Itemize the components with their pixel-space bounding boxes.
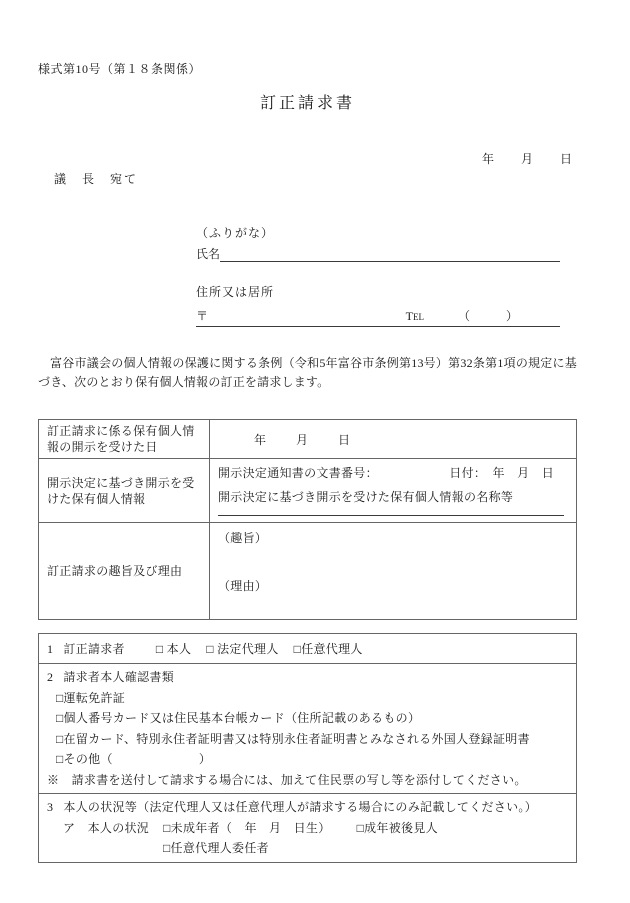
disclosed-info-name-caption: 開示決定に基づき開示を受けた保有個人情報の名称等 <box>218 490 514 504</box>
disclosed-info-fill-line[interactable] <box>218 505 564 516</box>
requester-type-label: 訂正請求者 <box>63 642 125 656</box>
intro-paragraph: 富谷市議会の個人情報の保護に関する条例（令和5年富谷市条例第13号）第32条第1項の規定に基づき、次のとおり保有個人情報の訂正を請求します。 <box>38 356 577 389</box>
tel-label: TEL <box>405 309 424 323</box>
table-row <box>39 794 577 863</box>
reason-label: （理由） <box>218 579 268 593</box>
item-number: 2 <box>47 670 54 684</box>
checkbox-voluntary-agent[interactable]: □任意代理人 <box>293 642 363 656</box>
identity-documents-heading <box>47 667 568 688</box>
identity-documents-cell <box>39 664 577 794</box>
principal-status-heading <box>47 797 568 818</box>
form-number: 様式第10号（第１８条関係） <box>38 62 202 76</box>
postal-mark-icon: 〒 <box>196 309 209 323</box>
table-row <box>39 420 577 459</box>
item-number: 3 <box>47 800 54 814</box>
principal-status-line1 <box>47 818 568 839</box>
row-header-purpose-reason: 訂正請求の趣旨及び理由 <box>39 523 210 620</box>
checkbox-other[interactable]: □その他（ ） <box>56 752 212 766</box>
name-label: 氏名 <box>196 247 221 261</box>
disclosed-info-cell <box>210 459 577 523</box>
correction-details-table <box>38 419 577 620</box>
purpose-label: （趣旨） <box>218 531 268 545</box>
row-header-disclosure-date: 訂正請求に係る保有個人情報の開示を受けた日 <box>39 420 210 459</box>
table-row <box>39 634 577 664</box>
principal-status-sub-label: ア 本人の状況 <box>63 820 150 835</box>
name-fill-line[interactable] <box>220 247 560 262</box>
furigana-label: （ふりがな） <box>196 226 275 240</box>
name-line <box>196 245 560 262</box>
purpose-reason-cell[interactable] <box>210 523 577 620</box>
tel-parens-field[interactable]: （ ） <box>457 309 518 323</box>
postal-fill-line[interactable] <box>196 307 560 327</box>
table-row <box>39 459 577 523</box>
address-label: 住所又は居所 <box>196 285 275 299</box>
mailing-note: ※ 請求書を送付して請求する場合には、加えて住民票の写し等を添付してください。 <box>47 772 527 787</box>
doc-date-label[interactable]: 日付： 年 月 日 <box>449 466 554 480</box>
principal-status-cell <box>39 794 577 863</box>
checkbox-minor[interactable]: □未成年者（ 年 月 日生） <box>163 820 331 835</box>
item-number: 1 <box>47 642 54 656</box>
requester-type-cell <box>39 634 577 664</box>
doc-number-label[interactable]: 開示決定通知書の文書番号： <box>218 466 378 480</box>
applicant-block <box>196 224 560 327</box>
disclosure-date-value[interactable]: 年 月 日 <box>254 432 353 447</box>
checkbox-residence-card[interactable]: □在留カード、特別永住者証明書又は特別永住者証明書とみなされる外国人登録証明書 <box>56 731 530 746</box>
principal-status-line2 <box>47 838 568 859</box>
checkbox-adult-ward[interactable]: □成年被後見人 <box>356 820 438 835</box>
doc-number-line <box>218 464 568 481</box>
date-field[interactable]: 年 月 日 <box>481 152 573 166</box>
checkbox-voluntary-agent-delegator[interactable]: □任意代理人委任者 <box>163 841 269 855</box>
checkbox-drivers-license[interactable]: □運転免許証 <box>56 690 126 705</box>
requester-info-table <box>38 633 577 863</box>
page-title: 訂正請求書 <box>259 95 355 112</box>
row-header-disclosed-info: 開示決定に基づき開示を受けた保有個人情報 <box>39 459 210 523</box>
addressee-label: 議 長 宛て <box>54 172 139 186</box>
checkbox-mynumber-card[interactable]: □個人番号カード又は住民基本台帳カード（住所記載のあるもの） <box>56 711 421 725</box>
identity-documents-options <box>47 688 568 770</box>
table-row <box>39 523 577 620</box>
disclosure-date-field[interactable] <box>210 420 577 459</box>
checkbox-self[interactable]: □ 本人 <box>155 642 192 656</box>
principal-status-label: 本人の状況等（法定代理人又は任意代理人が請求する場合にのみ記載してください。） <box>63 800 538 814</box>
checkbox-legal-agent[interactable]: □ 法定代理人 <box>206 642 279 656</box>
table-row <box>39 664 577 794</box>
identity-documents-label: 請求者本人確認書類 <box>63 670 175 684</box>
